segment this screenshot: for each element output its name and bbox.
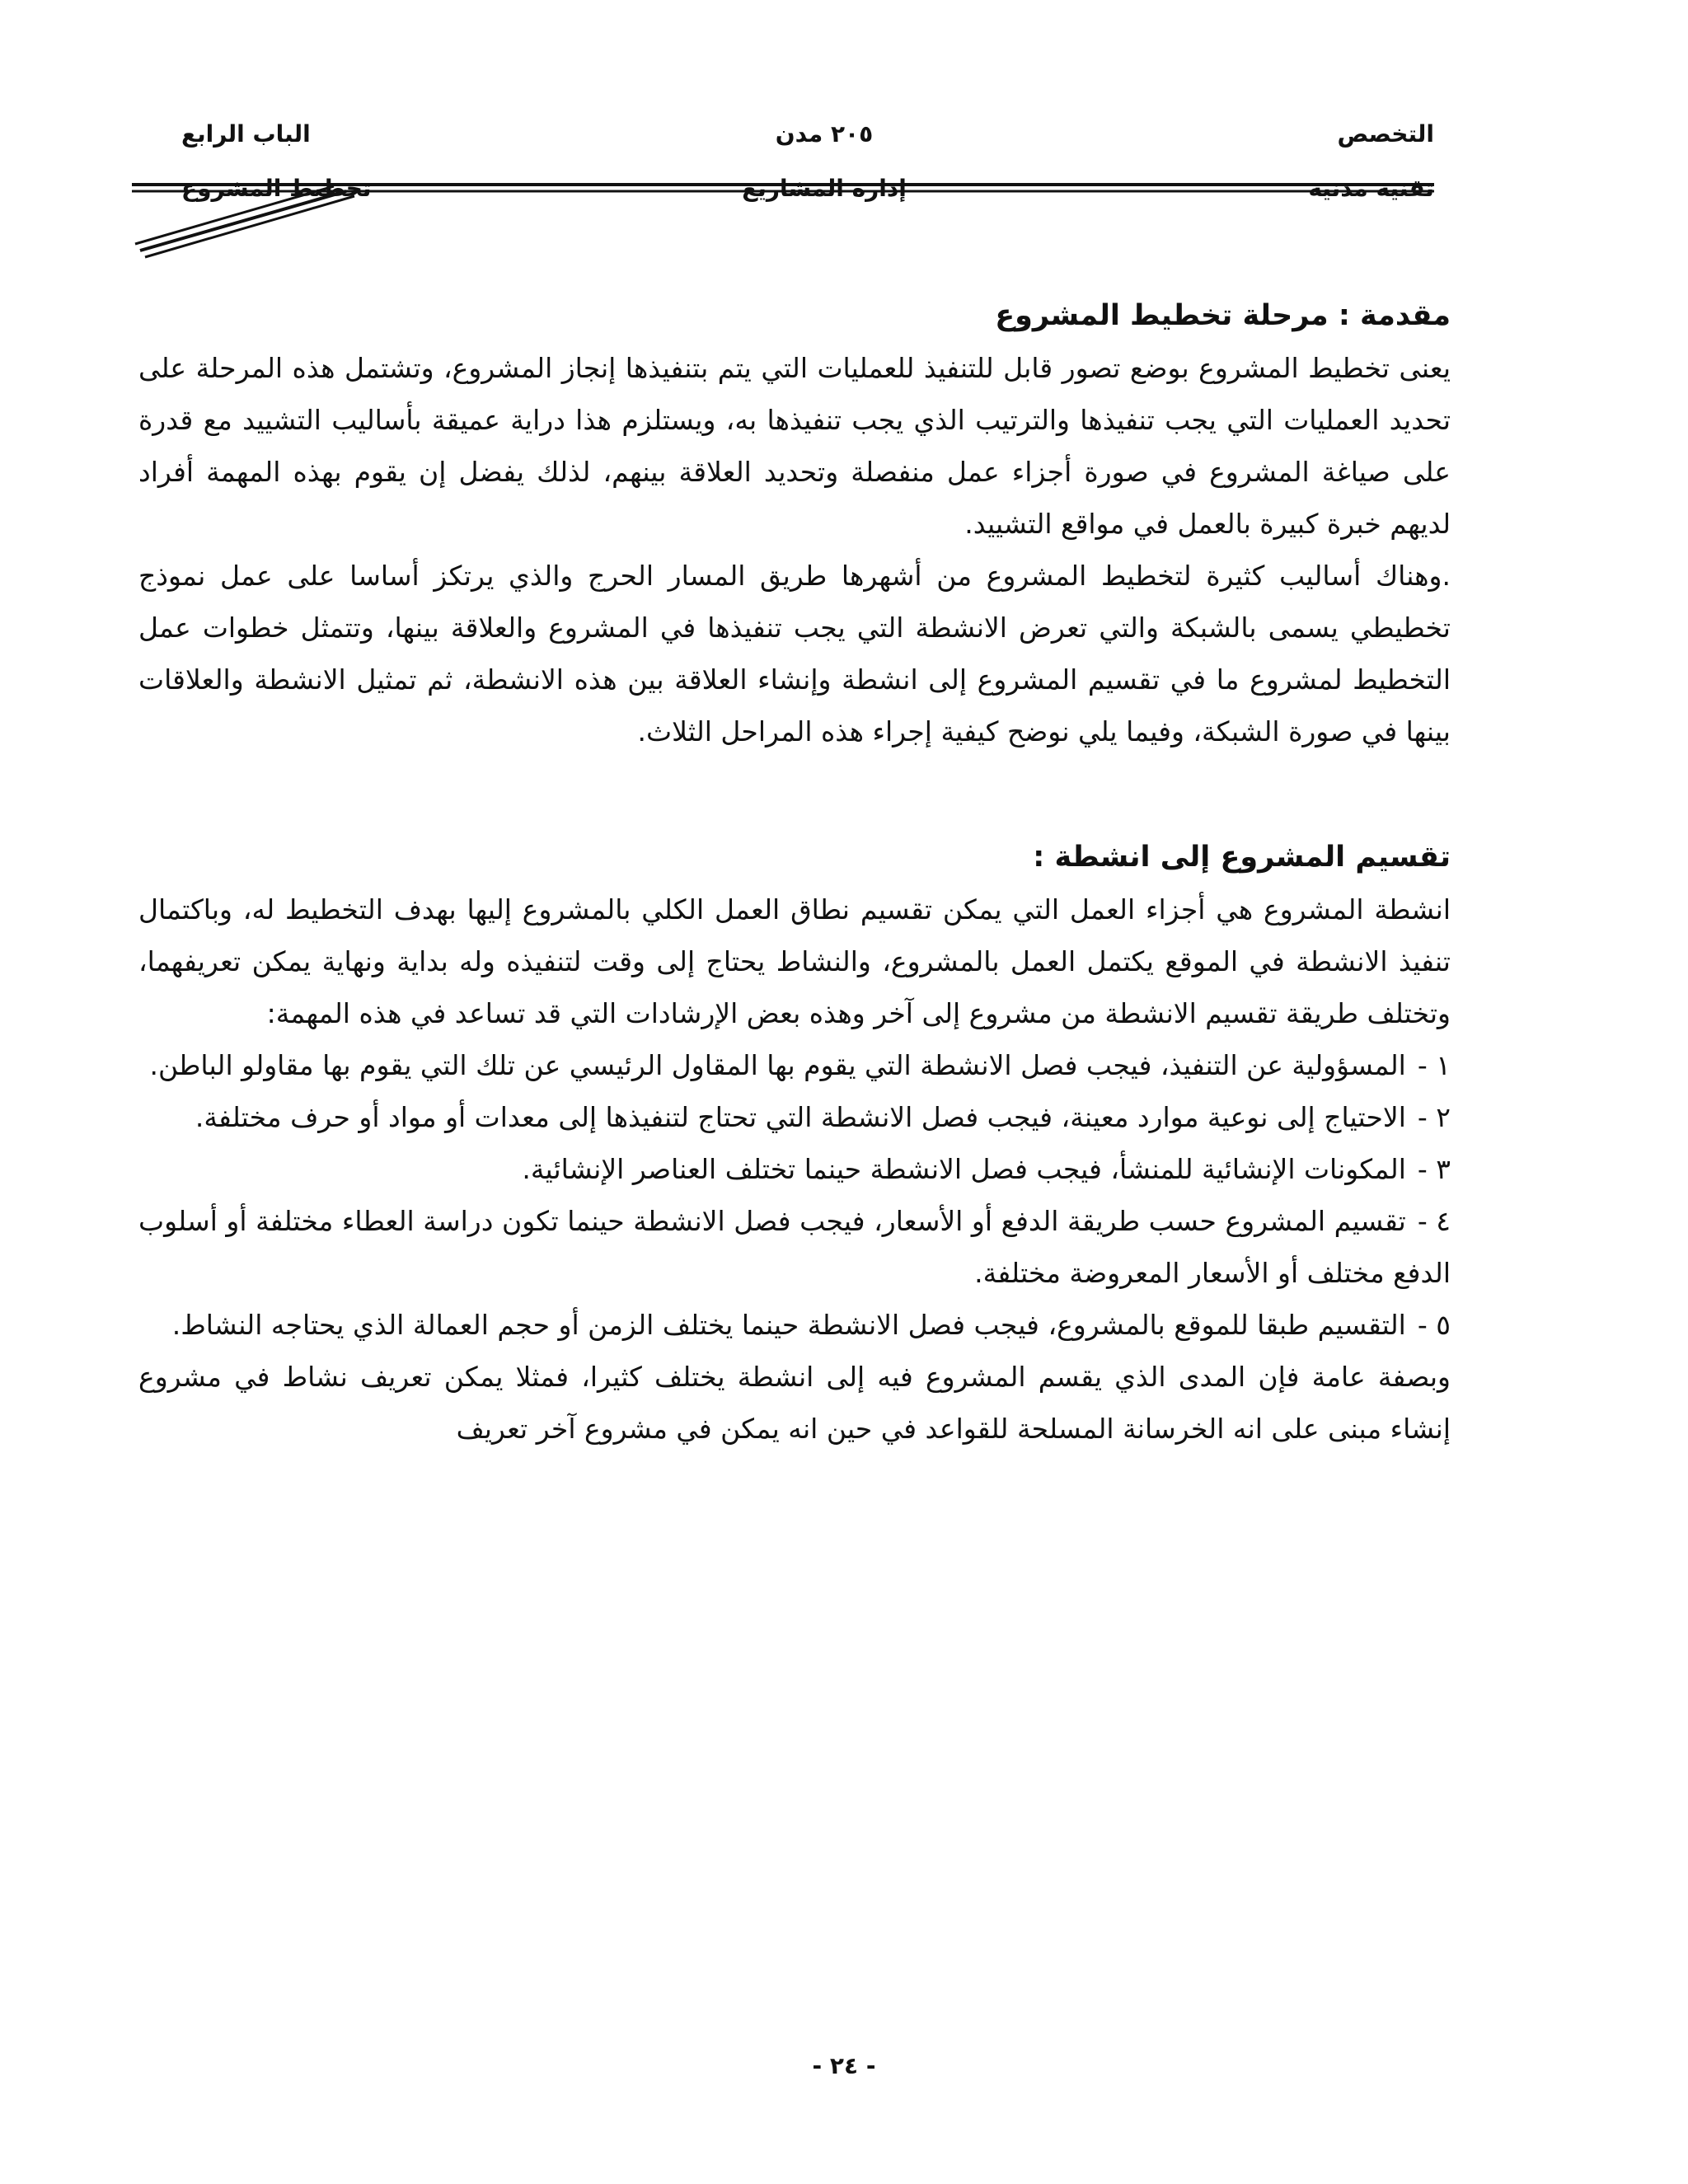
guideline-text: تقسيم المشروع حسب طريقة الدفع أو الأسعار، فيجب فصل الانشطة حينما تكون دراسة العطاء مختلفة أو أسلوب الدفع مختلف أو الأسعار المعروضة مختلفة. (138, 1205, 1451, 1289)
section-heading-activities: تقسيم المشروع إلى انشطة : (1033, 841, 1451, 874)
guideline-text: المكونات الإنشائية للمنشأ، فيجب فصل الانشطة حينما تختلف العناصر الإنشائية. (522, 1153, 1406, 1185)
guideline-item-4 (138, 1195, 1451, 1299)
guideline-text: المسؤولية عن التنفيذ، فيجب فصل الانشطة التي يقوم بها المقاول الرئيسي عن تلك التي يقوم بها مقاولو الباطن. (149, 1049, 1406, 1081)
header-specialty-label: التخصص (1337, 120, 1434, 148)
header-chapter (181, 107, 371, 216)
header-specialty-value: تقنية مدنية (1308, 175, 1434, 202)
guideline-number: ٢ - (1417, 1101, 1451, 1133)
guideline-number: ٣ - (1417, 1153, 1451, 1185)
guideline-item-5 (138, 1299, 1451, 1351)
page-number: - ٢٤ - (812, 2052, 876, 2079)
page-body (138, 290, 1451, 1455)
page-header (132, 82, 1434, 272)
intro-paragraph-2: .وهناك أساليب كثيرة لتخطيط المشروع من أشهرها طريق المسار الحرج والذي يرتكز أساسا على عمل نموذج تخطيطي يسمى بالشبكة والتي تعرض الانشطة التي يجب تنفيذها في المشروع والعلاقة بينها، وتتمثل خطوات عمل التخطيط لمشروع ما في تقسيم المشروع إلى انشطة وإنشاء العلاقة بين هذه الانشطة، ثم تمثيل الانشطة والعلاقات بينها في صورة الشبكة، وفيما يلي نوضح كيفية إجراء هذه المراحل الثلاث. (138, 560, 1451, 748)
guideline-item-2 (138, 1091, 1451, 1143)
header-course (668, 107, 981, 216)
intro-paragraph-1: يعنى تخطيط المشروع بوضع تصور قابل للتنفيذ للعمليات التي يتم بتنفيذها إنجاز المشروع، وتشتمل هذه المرحلة على تحديد العمليات التي يجب تنفيذها والترتيب الذي يجب تنفيذها به، ويستلزم هذا دراية عميقة بأساليب التشييد مع قدرة على صياغة المشروع في صورة أجزاء عمل منفصلة وتحديد العلاقة بينهم، لذلك يفضل إن يقوم بهذه المهمة أفراد لديهم خبرة كبيرة بالعمل في مواقع التشييد. (138, 352, 1451, 540)
header-chapter-number: الباب الرابع (181, 120, 311, 148)
section-spacer (138, 757, 1451, 832)
guideline-number: ٥ - (1417, 1309, 1451, 1341)
section-heading-intro: مقدمة : مرحلة تخطيط المشروع (995, 299, 1451, 332)
guideline-number: ٤ - (1417, 1205, 1451, 1237)
closing-paragraph: وبصفة عامة فإن المدى الذي يقسم المشروع فيه إلى انشطة يختلف كثيرا، فمثلا يمكن تعريف نشاط في مشروع إنشاء مبنى على انه الخرسانة المسلحة للقواعد في حين انه يمكن في مشروع آخر تعريف (138, 1361, 1451, 1445)
guideline-number: ١ - (1417, 1049, 1451, 1081)
guideline-item-1 (138, 1039, 1451, 1091)
guideline-item-3 (138, 1143, 1451, 1195)
header-course-name: إدارة المشاريع (742, 175, 907, 202)
activities-intro-paragraph: انشطة المشروع هي أجزاء العمل التي يمكن تقسيم نطاق العمل الكلي بالمشروع إليها بهدف التخطيط له، وباكتمال تنفيذ الانشطة في الموقع يكتمل العمل بالمشروع، والنشاط يحتاج إلى وقت لتنفيذه وله بداية ونهاية يمكن تعريفهما، وتختلف طريقة تقسيم الانشطة من مشروع إلى آخر وهذه بعض الإرشادات التي قد تساعد في هذه المهمة: (138, 893, 1451, 1029)
header-specialty (1308, 107, 1434, 216)
header-course-code: ٢٠٥ مدن (775, 120, 874, 148)
guideline-text: الاحتياج إلى نوعية موارد معينة، فيجب فصل الانشطة التي تحتاج لتنفيذها إلى معدات أو مواد أو حرف مختلفة. (195, 1101, 1406, 1133)
guideline-text: التقسيم طبقا للموقع بالمشروع، فيجب فصل الانشطة حينما يختلف الزمن أو حجم العمالة الذي يحتاجه النشاط. (171, 1309, 1406, 1341)
header-chapter-title: تخطيط المشروع (181, 175, 372, 202)
